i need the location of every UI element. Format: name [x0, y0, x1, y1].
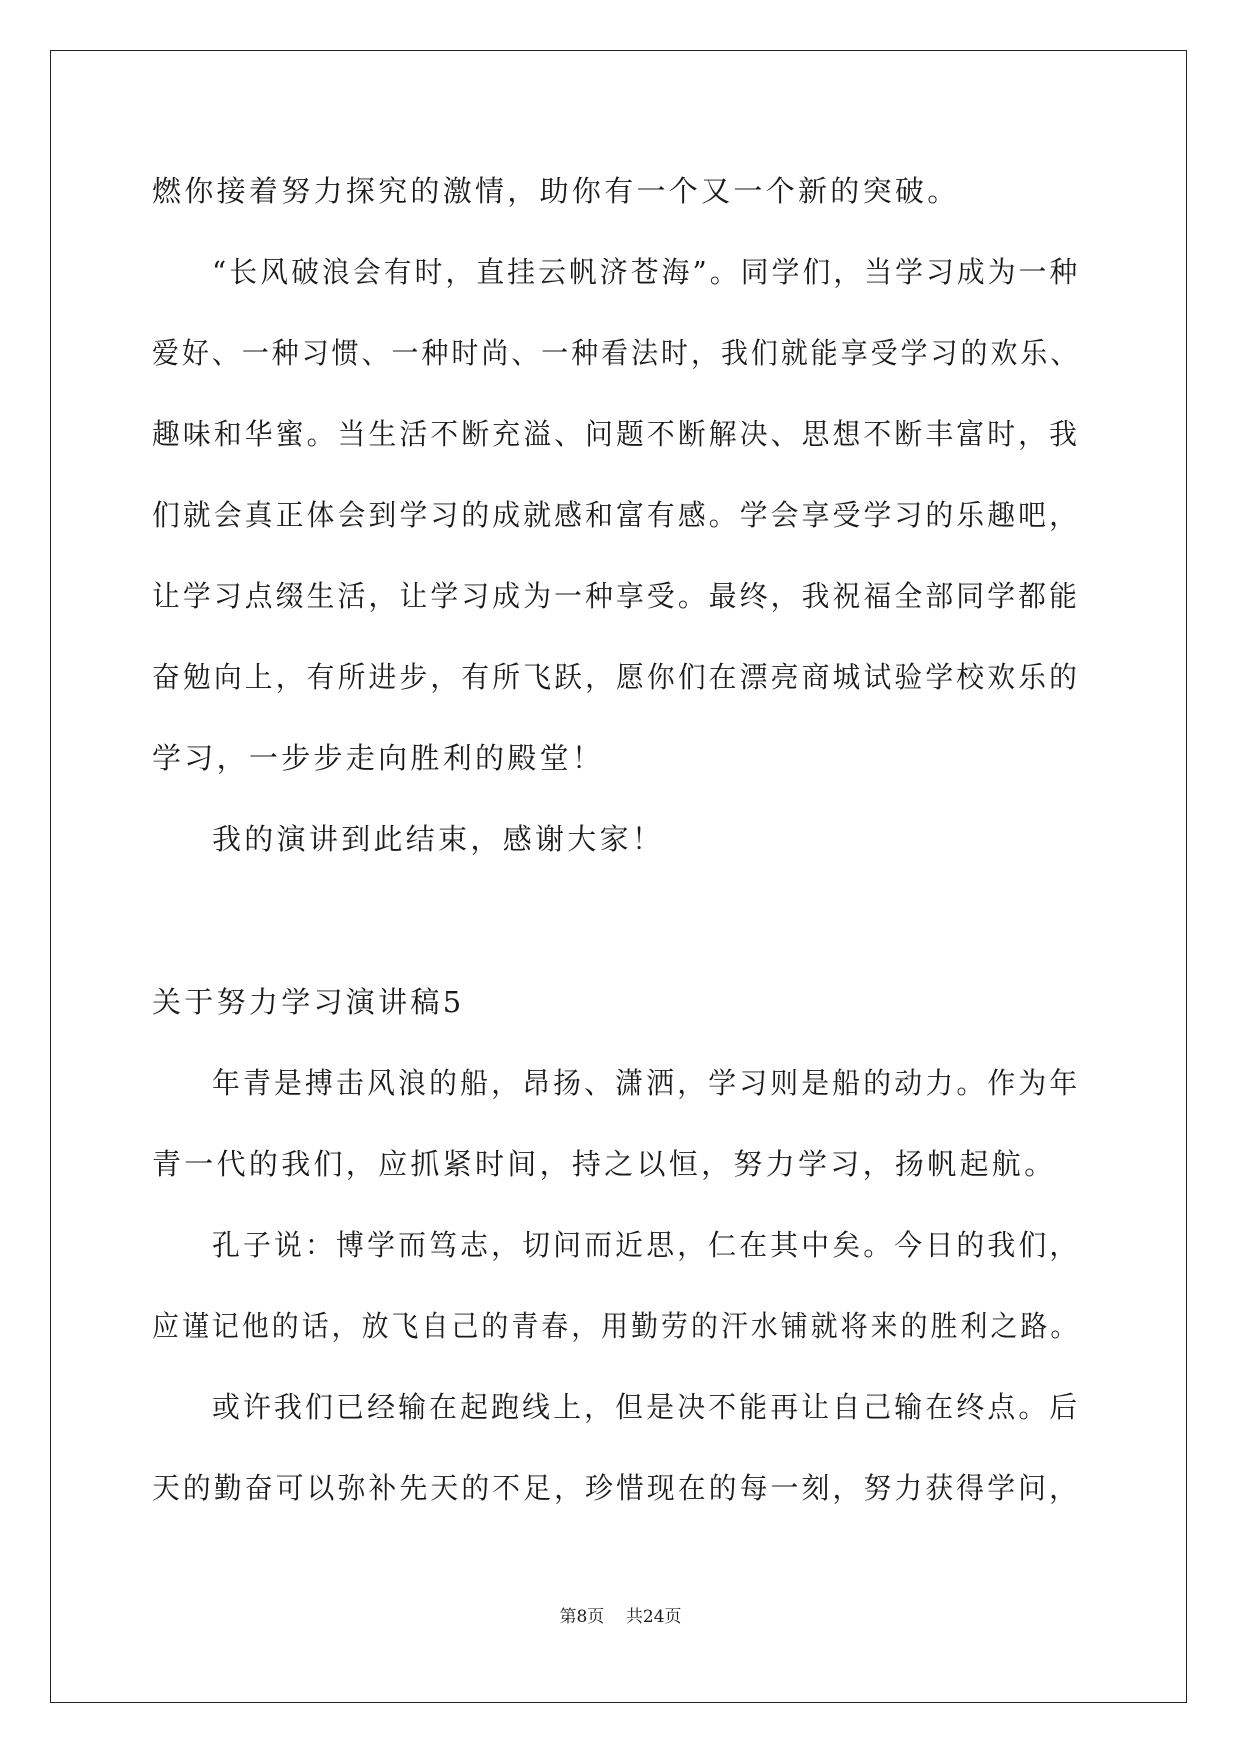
body-text-line: 我的演讲到此结束，感谢大家！	[212, 822, 665, 856]
body-text-line: 年青是搏击风浪的船，昂扬、潇洒，学习则是船的动力。作为年	[212, 1066, 1081, 1100]
body-text-line: 奋勉向上，有所进步，有所飞跃，愿你们在漂亮商城试验学校欢乐的	[152, 660, 1081, 694]
page-number-footer: 第8页 共24页	[559, 1607, 682, 1627]
body-text-line: 燃你接着努力探究的激情，助你有一个又一个新的突破。	[152, 174, 960, 208]
body-text-line: 趣味和华蜜。当生活不断充溢、问题不断解决、思想不断丰富时，我	[152, 417, 1081, 451]
body-text-line: 学习，一步步走向胜利的殿堂！	[152, 741, 605, 775]
body-text-line: “长风破浪会有时，直挂云帆济苍海”。同学们，当学习成为一种	[212, 255, 1081, 289]
body-text-line: 青一代的我们，应抓紧时间，持之以恒，努力学习，扬帆起航。	[152, 1147, 1057, 1181]
body-text-line: 爱好、一种习惯、一种时尚、一种看法时，我们就能享受学习的欢乐、	[152, 336, 1081, 370]
body-text-line: 天的勤奋可以弥补先天的不足，珍惜现在的每一刻，努力获得学问，	[152, 1471, 1081, 1505]
body-text-line: 孔子说：博学而笃志，切问而近思，仁在其中矣。今日的我们，	[212, 1228, 1081, 1262]
body-text-line: 让学习点缀生活，让学习成为一种享受。最终，我祝福全部同学都能	[152, 579, 1081, 613]
section-heading: 关于努力学习演讲稿5	[152, 985, 465, 1019]
page-border	[50, 50, 1187, 1703]
body-text-line: 应谨记他的话，放飞自己的青春，用勤劳的汗水铺就将来的胜利之路。	[152, 1309, 1081, 1343]
body-text-line: 们就会真正体会到学习的成就感和富有感。学会享受学习的乐趣吧，	[152, 498, 1081, 532]
body-text-line: 或许我们已经输在起跑线上，但是决不能再让自己输在终点。后	[212, 1390, 1081, 1424]
